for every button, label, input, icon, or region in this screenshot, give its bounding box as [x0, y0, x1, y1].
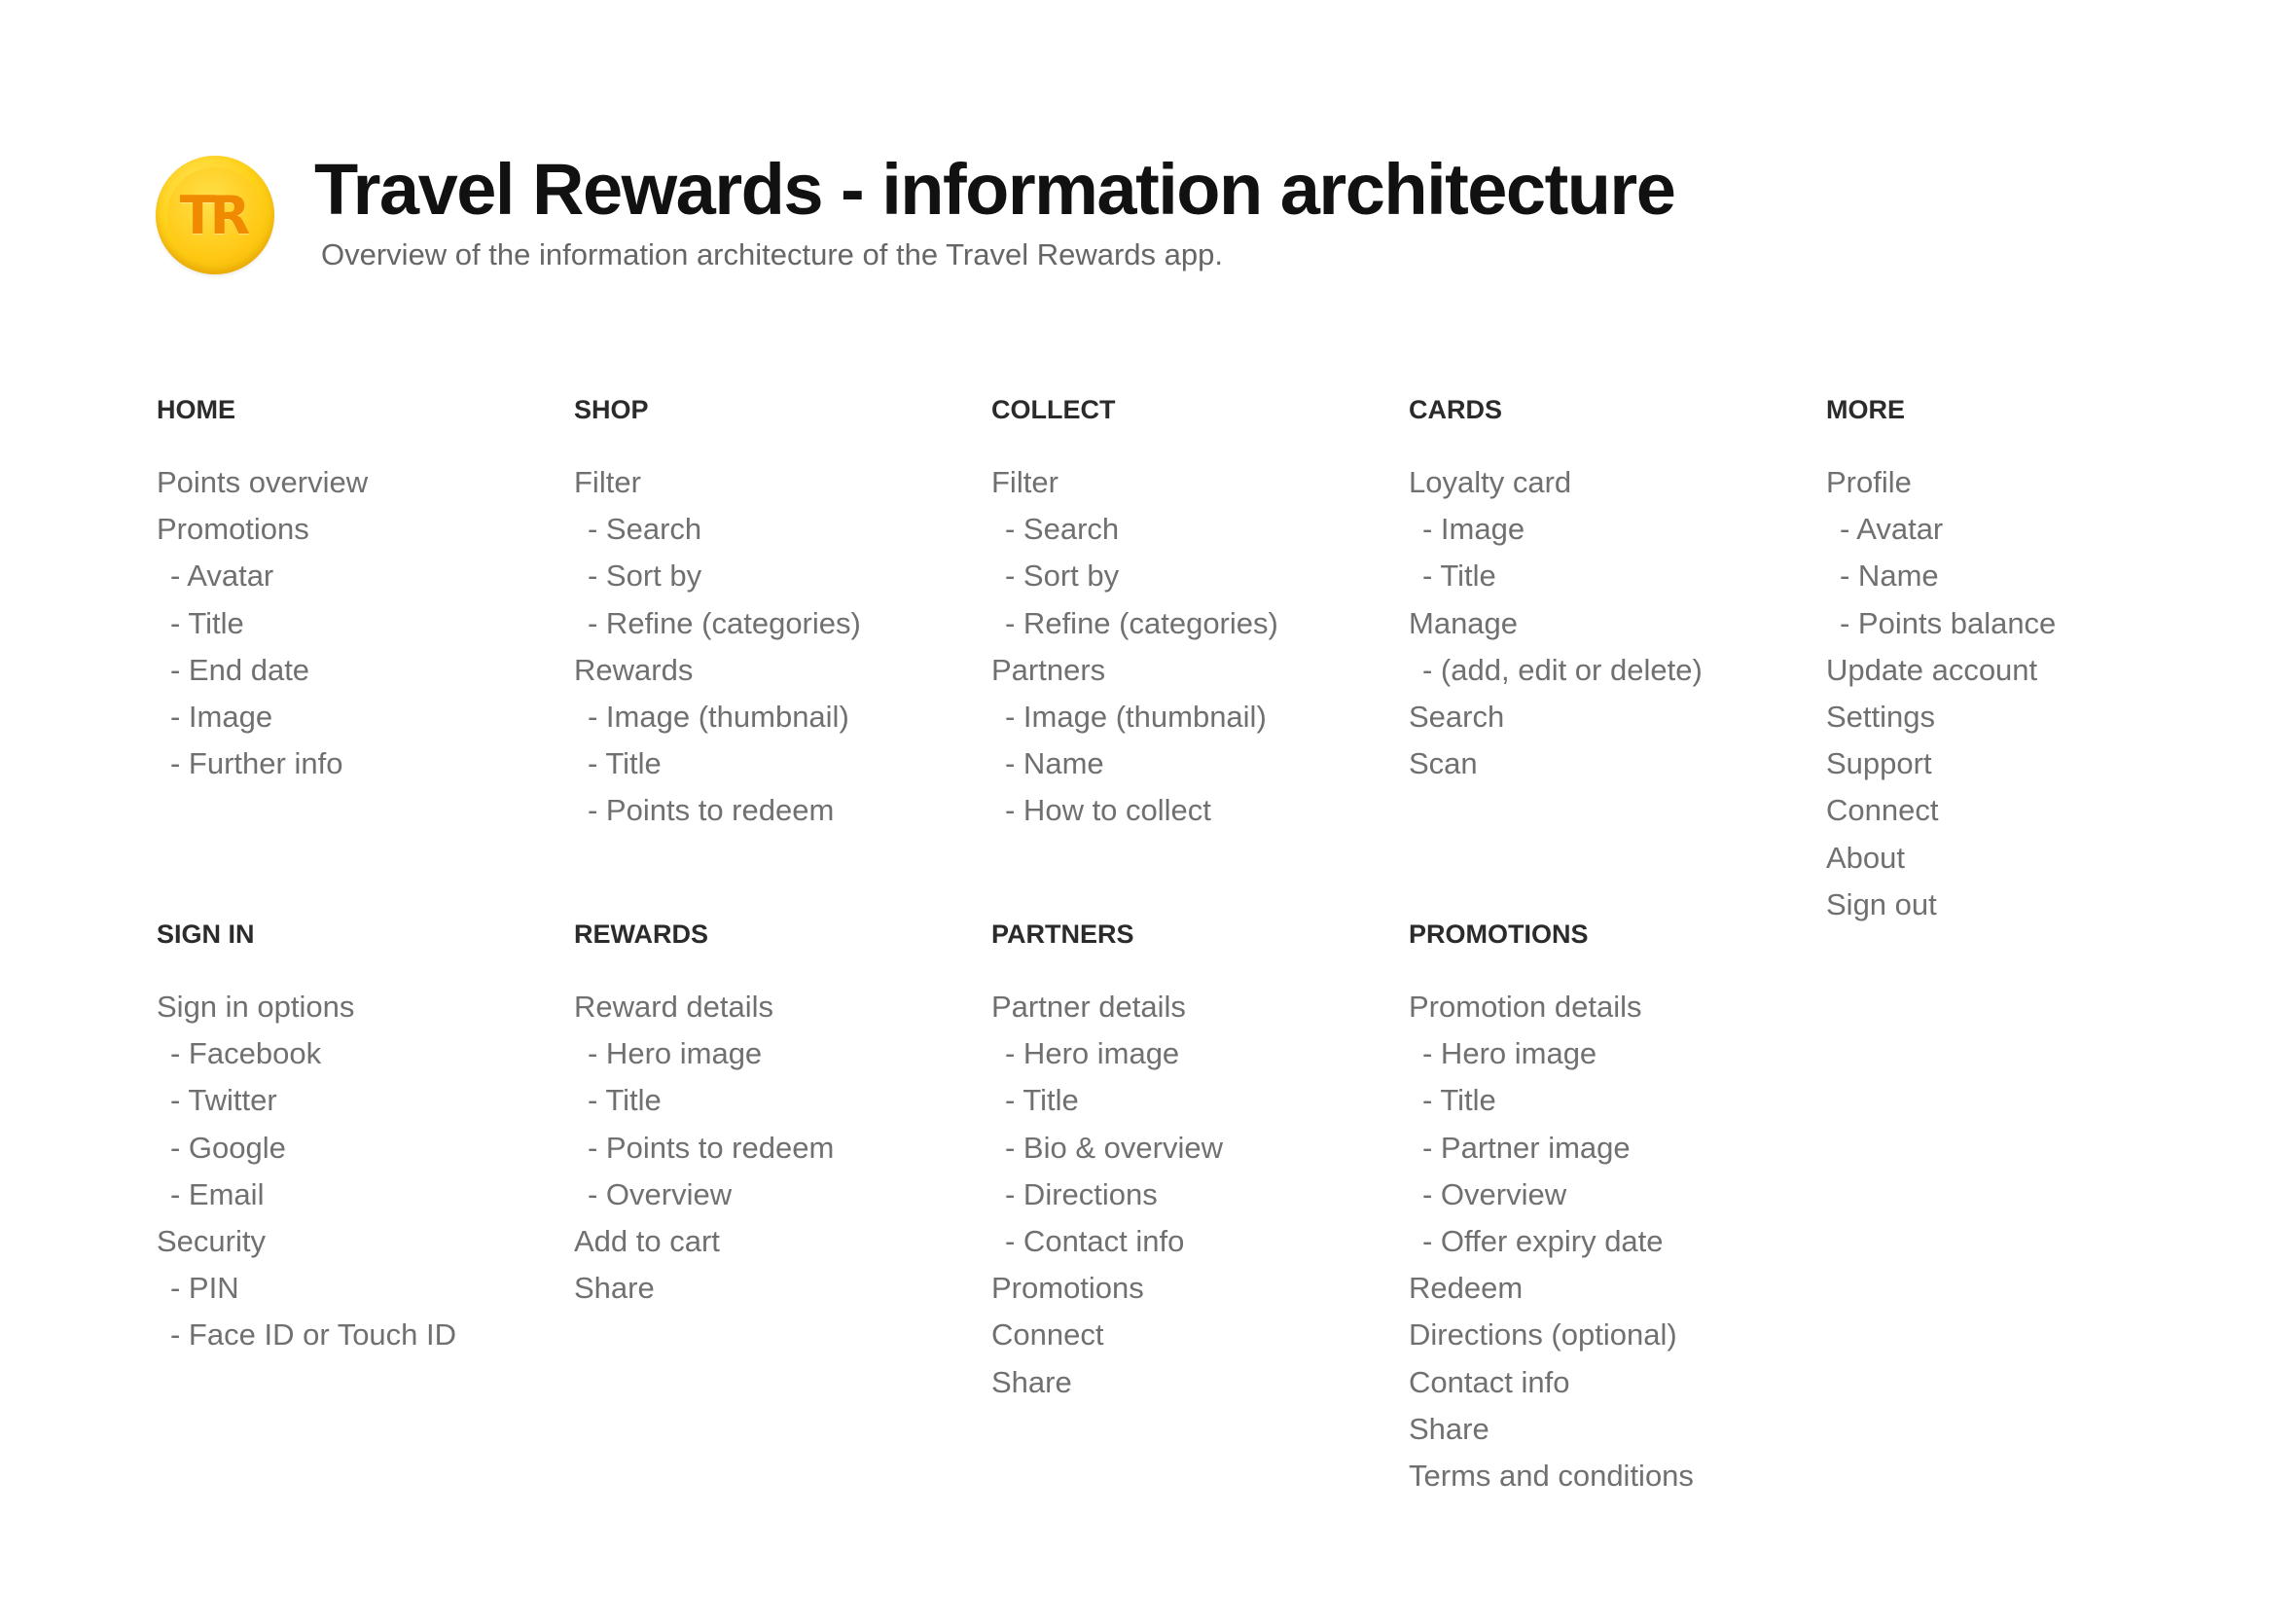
list-item: - Search [1005, 512, 1120, 547]
section-heading: PARTNERS [991, 920, 1134, 949]
list-item: - Image [170, 699, 273, 734]
section-collect [991, 397, 1381, 835]
section-items [991, 459, 1381, 835]
list-item: Share [574, 1271, 655, 1306]
list-item: - Overview [1422, 1176, 1567, 1211]
list-item: Security [157, 1223, 266, 1258]
list-item: Terms and conditions [1409, 1458, 1694, 1493]
section-items [574, 459, 963, 835]
list-item: Promotions [991, 1271, 1144, 1306]
list-item: - Points to redeem [588, 1130, 835, 1165]
logo-coin [167, 167, 263, 263]
list-item: - Refine (categories) [588, 605, 861, 640]
list-item: - Contact info [1005, 1223, 1185, 1258]
page-title: Travel Rewards - information architecture [314, 149, 1675, 230]
list-item: - Title [588, 1083, 662, 1118]
list-item: - PIN [170, 1271, 239, 1306]
list-item: - Title [1422, 1083, 1496, 1118]
list-item: - Hero image [1422, 1036, 1597, 1071]
list-item: - How to collect [1005, 793, 1211, 828]
section-shop [574, 397, 963, 835]
list-item: Filter [574, 465, 641, 499]
list-item: Manage [1409, 605, 1519, 640]
list-item: Reward details [574, 990, 774, 1024]
list-item: Share [991, 1364, 1072, 1399]
list-item: Partners [991, 652, 1106, 687]
list-item: - Refine (categories) [1005, 605, 1278, 640]
travel-rewards-logo [156, 156, 274, 274]
list-item: - Points balance [1840, 605, 2057, 640]
list-item: - Image (thumbnail) [1005, 699, 1267, 734]
list-item: Redeem [1409, 1271, 1524, 1306]
list-item: - Further info [170, 746, 343, 781]
list-item: - Twitter [170, 1083, 277, 1118]
section-heading: SIGN IN [157, 920, 255, 949]
list-item: Promotion details [1409, 990, 1642, 1024]
section-partners [991, 921, 1381, 1406]
list-item: Scan [1409, 746, 1478, 781]
section-items [1409, 984, 1798, 1499]
list-item: Connect [991, 1317, 1104, 1352]
section-heading: MORE [1826, 395, 1905, 424]
list-item: - Partner image [1422, 1130, 1631, 1165]
list-item: Connect [1826, 793, 1939, 828]
list-item: Points overview [157, 465, 369, 499]
list-item: - Hero image [588, 1036, 763, 1071]
section-sign-in [157, 921, 546, 1359]
section-items [157, 984, 546, 1359]
section-heading: REWARDS [574, 920, 709, 949]
list-item: Add to cart [574, 1223, 720, 1258]
list-item: Share [1409, 1411, 1489, 1446]
section-cards [1409, 397, 1798, 787]
list-item: Loyalty card [1409, 465, 1572, 499]
list-item: - Title [1422, 559, 1496, 594]
section-promotions [1409, 921, 1798, 1499]
list-item: - Google [170, 1130, 286, 1165]
list-item: Contact info [1409, 1364, 1570, 1399]
list-item: - Search [588, 512, 702, 547]
section-heading: SHOP [574, 395, 649, 424]
list-item: Search [1409, 699, 1505, 734]
list-item: About [1826, 840, 1906, 875]
list-item: - Sort by [1005, 559, 1120, 594]
list-item: - Image [1422, 512, 1525, 547]
list-item: Rewards [574, 652, 694, 687]
list-item: Partner details [991, 990, 1186, 1024]
section-items [574, 984, 963, 1312]
section-items [1409, 459, 1798, 787]
list-item: - Face ID or Touch ID [170, 1317, 457, 1352]
list-item: - Avatar [1840, 512, 1944, 547]
list-item: Settings [1826, 699, 1936, 734]
list-item: - Title [588, 746, 662, 781]
list-item: Support [1826, 746, 1932, 781]
page-subtitle: Overview of the information architecture of the Travel Rewards app. [321, 237, 1223, 271]
list-item: - Bio & overview [1005, 1130, 1223, 1165]
list-item: - Facebook [170, 1036, 322, 1071]
list-item: Sign out [1826, 886, 1937, 921]
list-item: - Directions [1005, 1176, 1158, 1211]
list-item: - Email [170, 1176, 265, 1211]
list-item: - Sort by [588, 559, 702, 594]
list-item: - Offer expiry date [1422, 1223, 1664, 1258]
list-item: - (add, edit or delete) [1422, 652, 1703, 687]
list-item: - End date [170, 652, 310, 687]
list-item: - Points to redeem [588, 793, 835, 828]
list-item: - Name [1005, 746, 1104, 781]
list-item: Update account [1826, 652, 2038, 687]
list-item: - Name [1840, 559, 1939, 594]
list-item: - Image (thumbnail) [588, 699, 849, 734]
section-items [157, 459, 546, 787]
section-items [991, 984, 1381, 1406]
list-item: - Avatar [170, 559, 274, 594]
section-home [157, 397, 546, 787]
list-item: Directions (optional) [1409, 1317, 1677, 1352]
list-item: - Hero image [1005, 1036, 1180, 1071]
section-items [1826, 459, 2215, 928]
list-item: Promotions [157, 512, 309, 547]
section-heading: HOME [157, 395, 235, 424]
section-more [1826, 397, 2215, 928]
list-item: Filter [991, 465, 1058, 499]
section-rewards [574, 921, 963, 1312]
logo-text: TR [179, 184, 245, 246]
list-item: - Title [170, 605, 244, 640]
list-item: - Title [1005, 1083, 1079, 1118]
section-heading: COLLECT [991, 395, 1116, 424]
list-item: - Overview [588, 1176, 733, 1211]
list-item: Sign in options [157, 990, 355, 1024]
list-item: Profile [1826, 465, 1912, 499]
section-heading: CARDS [1409, 395, 1503, 424]
section-heading: PROMOTIONS [1409, 920, 1589, 949]
